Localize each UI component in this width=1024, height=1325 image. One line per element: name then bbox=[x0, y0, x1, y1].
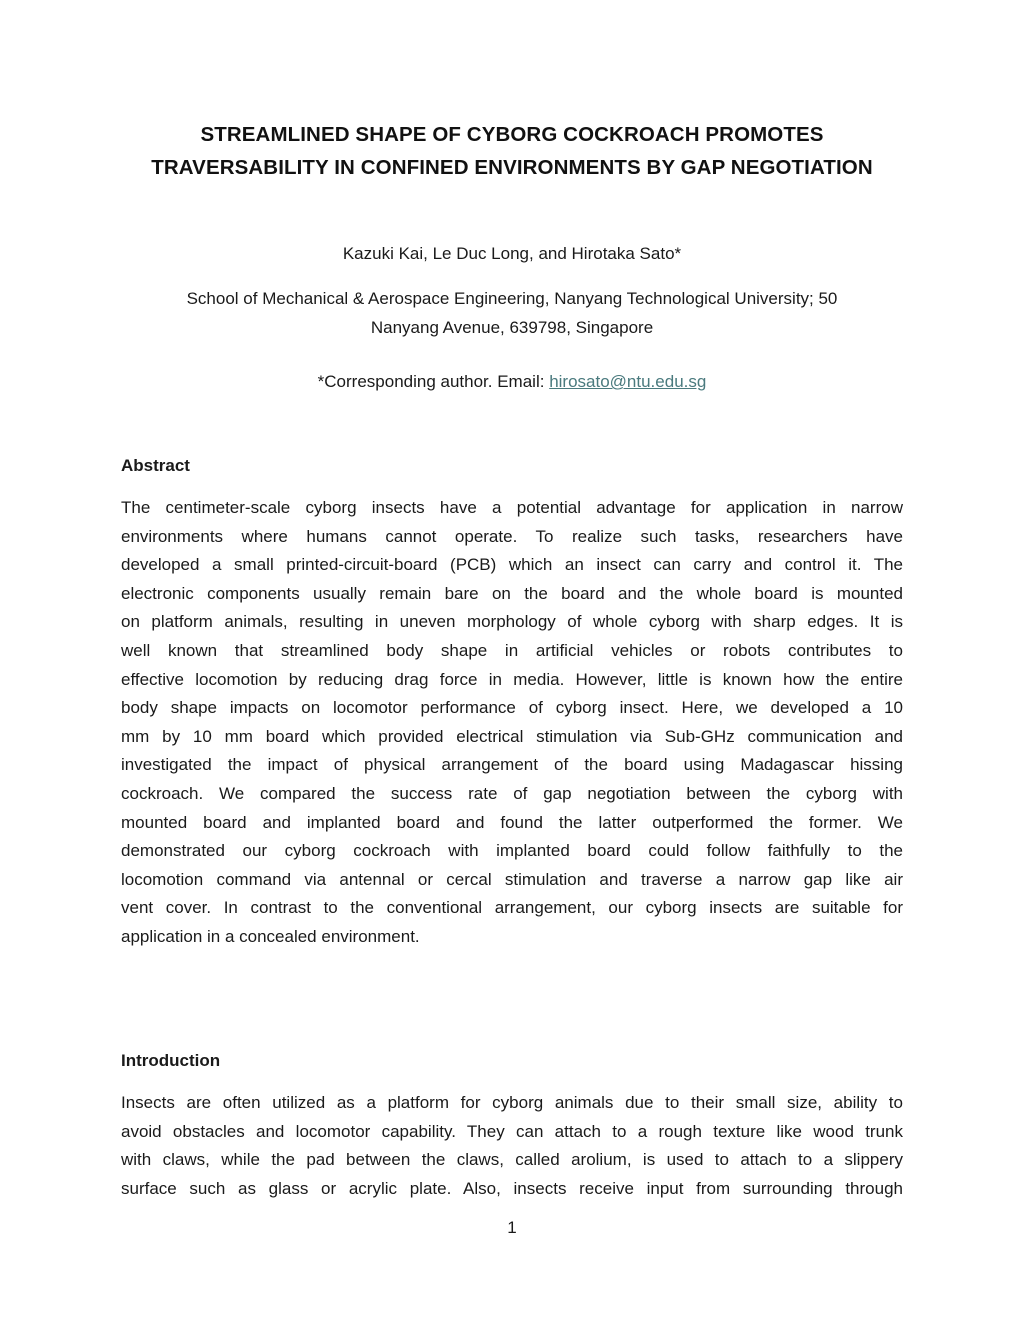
corresponding-email-link[interactable]: hirosato@ntu.edu.sg bbox=[549, 372, 707, 391]
abstract-body bbox=[121, 494, 903, 952]
corresponding-author bbox=[100, 369, 924, 395]
affiliation bbox=[100, 284, 924, 342]
abstract-line: The centimeter-scale cyborg insects have a potential advantage for application in narrow bbox=[121, 498, 903, 517]
introduction-line: avoid obstacles and locomotor capability. They can attach to a rough texture like wood trunk bbox=[121, 1121, 903, 1141]
abstract-line: body shape impacts on locomotor performance of cyborg insect. Here, we developed a 10 bbox=[121, 698, 903, 718]
paper-title bbox=[100, 118, 924, 184]
introduction-line: surface such as glass or acrylic plate. Also, insects receive input from surrounding through bbox=[121, 1178, 903, 1198]
title-line-1: STREAMLINED SHAPE OF CYBORG COCKROACH PROMOTES bbox=[200, 123, 824, 146]
page-number: 1 bbox=[507, 1218, 517, 1237]
abstract-line: mm by 10 mm board which provided electrical stimulation via Sub-GHz communication and bbox=[121, 726, 903, 746]
corresponding-label: *Corresponding author. Email: bbox=[317, 372, 550, 391]
title-line-2: TRAVERSABILITY IN CONFINED ENVIRONMENTS BY GAP NEGOTIATION bbox=[151, 156, 873, 179]
abstract-line: application in a concealed environment. bbox=[121, 926, 420, 946]
introduction-line: with claws, while the pad between the claws, called arolium, is used to attach to a slippery bbox=[121, 1150, 903, 1170]
abstract-line: on platform animals, resulting in uneven morphology of whole cyborg with sharp edges. It is bbox=[121, 612, 903, 632]
abstract-line: demonstrated our cyborg cockroach with implanted board could follow faithfully to the bbox=[121, 841, 903, 861]
introduction-body bbox=[121, 1089, 903, 1203]
abstract-line: environments where humans cannot operate. To realize such tasks, researchers have bbox=[121, 526, 903, 546]
abstract-line: electronic components usually remain bare on the board and the whole board is mounted bbox=[121, 583, 903, 603]
abstract-line: cockroach. We compared the success rate of gap negotiation between the cyborg with bbox=[121, 783, 903, 803]
abstract-line: vent cover. In contrast to the conventional arrangement, our cyborg insects are suitable for bbox=[121, 898, 903, 918]
abstract-line: effective locomotion by reducing drag force in media. However, little is known how the entire bbox=[121, 669, 903, 689]
introduction-line: Insects are often utilized as a platform for cyborg animals due to their small size, ability to bbox=[121, 1093, 903, 1112]
abstract-line: well known that streamlined body shape in artificial vehicles or robots contributes to bbox=[121, 640, 903, 660]
author-list: Kazuki Kai, Le Duc Long, and Hirotaka Sato* bbox=[342, 244, 682, 263]
abstract-line: locomotion command via antennal or cercal stimulation and traverse a narrow gap like air bbox=[121, 869, 903, 889]
affiliation-line-1: School of Mechanical & Aerospace Engineering, Nanyang Technological University; 50 bbox=[186, 289, 838, 308]
abstract-heading: Abstract bbox=[121, 456, 190, 475]
introduction-heading: Introduction bbox=[121, 1051, 221, 1070]
abstract-line: mounted board and implanted board and found the latter outperformed the former. We bbox=[121, 812, 903, 832]
abstract-line: investigated the impact of physical arrangement of the board using Madagascar hissing bbox=[121, 755, 903, 775]
abstract-line: developed a small printed-circuit-board (PCB) which an insect can carry and control it. The bbox=[121, 555, 903, 575]
affiliation-line-2: Nanyang Avenue, 639798, Singapore bbox=[370, 318, 654, 337]
